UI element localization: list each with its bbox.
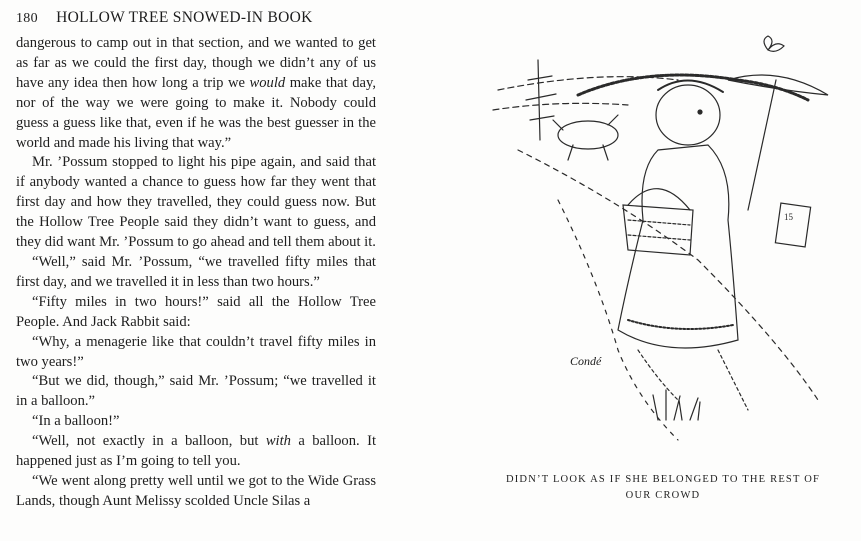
paragraph: “In a balloon!”	[32, 413, 120, 430]
paragraph: “Fifty miles in two hours!” said all the Hollow Tree People. And Jack Rabbit said:	[16, 293, 376, 330]
page-number: 180	[16, 11, 38, 26]
caption-line-1: DIDN’T LOOK AS IF SHE BELONGED TO THE REST OF	[505, 474, 821, 485]
paragraph: “Well,” said Mr. ’Possum, “we travelled fifty miles that first day, and we travelled it in less than two hours.”	[16, 253, 376, 290]
illustration	[478, 20, 848, 460]
running-title: HOLLOW TREE SNOWED-IN BOOK	[56, 9, 313, 26]
caption-line-2: OUR CROWD	[625, 490, 701, 501]
body-text	[16, 34, 376, 512]
paragraph: “We went along pretty well until we got to the Wide Grass Lands, though Aunt Melissy scolded Uncle Silas a	[16, 472, 376, 509]
paragraph: “But we did, though,” said Mr. ’Possum; “we travelled it in a balloon.”	[16, 373, 376, 410]
illustration-caption	[478, 472, 848, 504]
paragraph: dangerous to camp out in that section, and we wanted to get as far as we could the first day, though we didn’t any of us have any idea then how long a trip we would make that day, nor of the way we were going to make it. Nobody could guess a guess like that, even if he was the best guesser in the world and made his living that way.”	[16, 35, 376, 151]
milestone-text: 15	[784, 212, 793, 222]
artist-signature: Condé	[570, 354, 602, 368]
paragraph: “Well, not exactly in a balloon, but with a balloon. It happened just as I’m going to tell you.	[16, 433, 376, 470]
paragraph: “Why, a menagerie like that couldn’t travel fifty miles in two years!”	[16, 333, 376, 370]
paragraph: Mr. ’Possum stopped to light his pipe again, and said that if anybody wanted a chance to guess how far they went that first day and how they travelled, they could guess now. But the Hollow Tree People said they didn’t want to guess, and they did want Mr. ’Possum to go ahead and tell them about it.	[16, 154, 376, 251]
running-header	[16, 9, 313, 27]
